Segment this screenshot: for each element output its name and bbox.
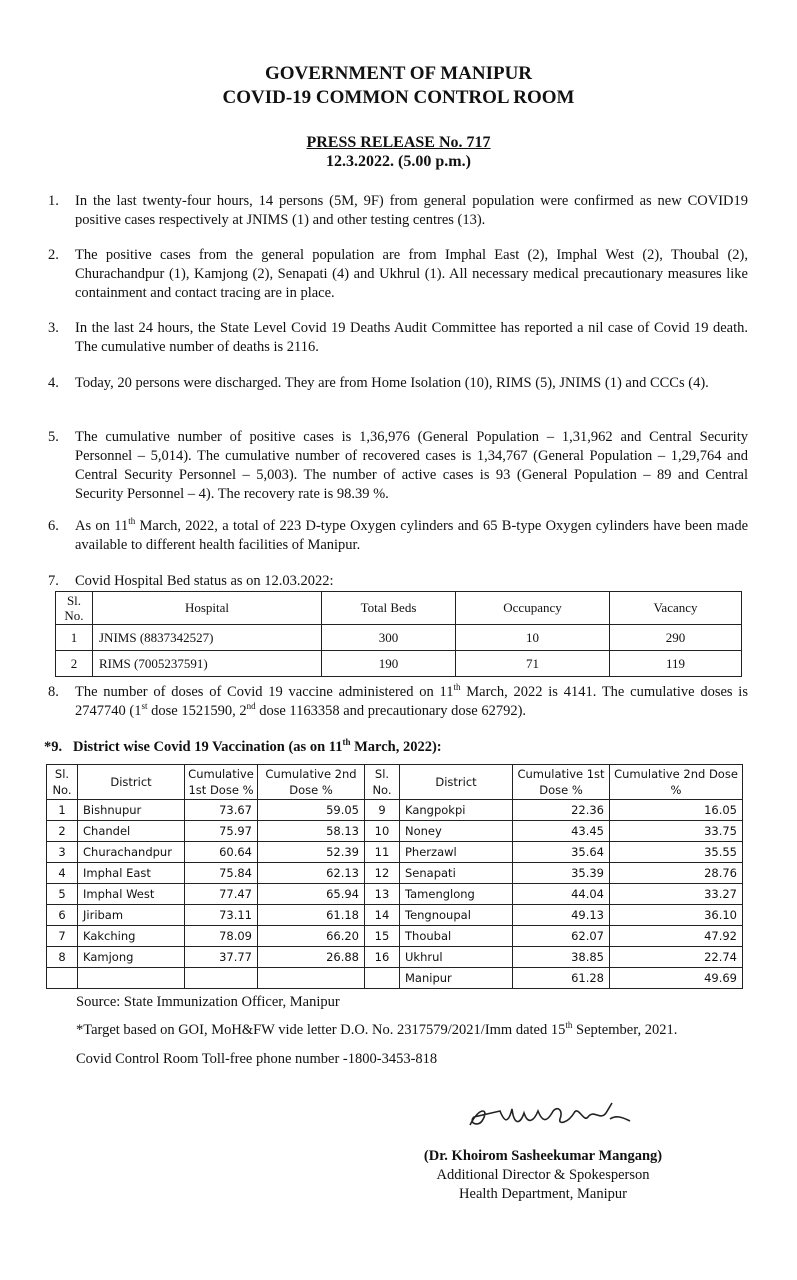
point-text: In the last 24 hours, the State Level Covid 19 Deaths Audit Committee has reported a nil case of Covid 19 death. The cumulative number of deaths is 2116. [75, 320, 748, 355]
district-cell: Ukhrul [400, 947, 513, 968]
second-dose-cell: 26.88 [258, 947, 365, 968]
first-dose-cell: 44.04 [513, 884, 610, 905]
col-vacancy: Vacancy [610, 592, 742, 625]
district-cell: Thoubal [400, 926, 513, 947]
table-row [47, 842, 743, 863]
table-row [47, 905, 743, 926]
point-text: In the last twenty-four hours, 14 persons (5M, 9F) from general population were confirmed as new COVID19 positive cases respectively at JNIMS (1) and other testing centres (13). [75, 193, 748, 228]
sl-no-cell: 11 [365, 842, 400, 863]
header-control-room: COVID-19 COMMON CONTROL ROOM [222, 87, 575, 108]
col-second-dose: Cumulative 2nd Dose % [258, 765, 365, 800]
table-row [56, 651, 742, 677]
point-number: 5. [48, 429, 59, 445]
first-dose-cell: 60.64 [185, 842, 258, 863]
table-row [47, 863, 743, 884]
table-row [56, 625, 742, 651]
second-dose-cell: 28.76 [610, 863, 743, 884]
second-dose-cell: 33.75 [610, 821, 743, 842]
col-occupancy: Occupancy [456, 592, 610, 625]
table-row [47, 926, 743, 947]
sl-no-cell [365, 968, 400, 989]
first-dose-cell: 35.39 [513, 863, 610, 884]
district-cell: Imphal East [78, 863, 185, 884]
first-dose-cell: 22.36 [513, 800, 610, 821]
sl-no-cell: 4 [47, 863, 78, 884]
second-dose-cell: 16.05 [610, 800, 743, 821]
cell: 190 [322, 651, 456, 677]
col-sl-no: Sl. No. [47, 765, 78, 800]
district-cell: Chandel [78, 821, 185, 842]
cell: 2 [56, 651, 93, 677]
col-total-beds: Total Beds [322, 592, 456, 625]
second-dose-cell: 22.74 [610, 947, 743, 968]
first-dose-cell: 75.97 [185, 821, 258, 842]
district-cell: Kamjong [78, 947, 185, 968]
col-hospital: Hospital [93, 592, 322, 625]
sl-no-cell: 2 [47, 821, 78, 842]
point-number: 4. [48, 375, 59, 391]
second-dose-cell: 66.20 [258, 926, 365, 947]
table-row [47, 800, 743, 821]
table-row [47, 947, 743, 968]
point-4 [48, 374, 748, 393]
point-text: Covid Hospital Bed status as on 12.03.2022: [75, 573, 334, 589]
table-header-row [56, 592, 742, 625]
sl-no-cell: 12 [365, 863, 400, 884]
sl-no-cell: 6 [47, 905, 78, 926]
section-9-heading: *9. District wise Covid 19 Vaccination (as on 11th March, 2022): [44, 737, 442, 755]
district-cell: Imphal West [78, 884, 185, 905]
first-dose-cell: 35.64 [513, 842, 610, 863]
second-dose-cell: 49.69 [610, 968, 743, 989]
point-5 [48, 428, 748, 504]
point-number: 1. [48, 193, 59, 209]
cell: 1 [56, 625, 93, 651]
second-dose-cell: 59.05 [258, 800, 365, 821]
first-dose-cell: 38.85 [513, 947, 610, 968]
handwritten-signature [460, 1095, 640, 1135]
district-cell: Senapati [400, 863, 513, 884]
second-dose-cell: 61.18 [258, 905, 365, 926]
col-sl-no: Sl. No. [56, 592, 93, 625]
point-number: 6. [48, 518, 59, 534]
tollfree-note: Covid Control Room Toll-free phone number -1800-3453-818 [76, 1051, 438, 1067]
point-text: Today, 20 persons were discharged. They are from Home Isolation (10), RIMS (5), JNIMS (1) and CCCs (4). [75, 375, 709, 391]
district-cell: Bishnupur [78, 800, 185, 821]
cell: 300 [322, 625, 456, 651]
first-dose-cell: 77.47 [185, 884, 258, 905]
district-cell: Pherzawl [400, 842, 513, 863]
col-district: District [400, 765, 513, 800]
point-text: As on 11th March, 2022, a total of 223 D-type Oxygen cylinders and 65 B-type Oxygen cylinders have been made available to different health facilities of Manipur. [75, 516, 748, 553]
point-2 [48, 246, 748, 303]
point-number: 7. [48, 573, 59, 589]
cell: RIMS (7005237591) [93, 651, 322, 677]
vaccination-table [46, 764, 743, 989]
cell: 290 [610, 625, 742, 651]
point-1 [48, 192, 748, 230]
first-dose-cell: 73.11 [185, 905, 258, 926]
first-dose-cell: 43.45 [513, 821, 610, 842]
point-6 [48, 517, 748, 555]
second-dose-cell: 35.55 [610, 842, 743, 863]
col-first-dose: Cumulative 1st Dose % [513, 765, 610, 800]
district-cell: Jiribam [78, 905, 185, 926]
point-7 [48, 572, 748, 591]
second-dose-cell: 62.13 [258, 863, 365, 884]
first-dose-cell: 73.67 [185, 800, 258, 821]
point-number: 8. [48, 684, 59, 700]
sl-no-cell: 5 [47, 884, 78, 905]
sl-no-cell: 14 [365, 905, 400, 926]
signatory-title: Additional Director & Spokesperson [436, 1167, 650, 1183]
sl-no-cell [47, 968, 78, 989]
first-dose-cell: 37.77 [185, 947, 258, 968]
target-note: *Target based on GOI, MoH&FW vide letter D.O. No. 2317579/2021/Imm dated 15th September, 2021. [76, 1020, 678, 1038]
press-release-number: PRESS RELEASE No. 717 [306, 134, 491, 151]
district-cell: Tengnoupal [400, 905, 513, 926]
sl-no-cell: 3 [47, 842, 78, 863]
col-sl-no: Sl. No. [365, 765, 400, 800]
second-dose-cell: 47.92 [610, 926, 743, 947]
district-cell: Kangpokpi [400, 800, 513, 821]
table-row [47, 968, 743, 989]
sl-no-cell: 10 [365, 821, 400, 842]
table-header-row [47, 765, 743, 800]
table-row [47, 821, 743, 842]
col-first-dose: Cumulative 1st Dose % [185, 765, 258, 800]
sl-no-cell: 7 [47, 926, 78, 947]
first-dose-cell: 61.28 [513, 968, 610, 989]
point-number: 2. [48, 247, 59, 263]
table-row [47, 884, 743, 905]
cell: 10 [456, 625, 610, 651]
vaccination-table-body [47, 800, 743, 989]
point-number: 3. [48, 320, 59, 336]
signatory-name: (Dr. Khoirom Sasheekumar Mangang) [423, 1148, 663, 1164]
sl-no-cell: 16 [365, 947, 400, 968]
col-district: District [78, 765, 185, 800]
point-8 [48, 683, 748, 721]
point-text: The positive cases from the general population are from Imphal East (2), Imphal West (2), Thoubal (2), Churachandpur (1), Kamjong (2), Senapati (4) and Ukhrul (1). All necessary medical precautionary measures like containment and contact tracing are in place. [75, 247, 748, 301]
cell: 119 [610, 651, 742, 677]
first-dose-cell: 49.13 [513, 905, 610, 926]
sl-no-cell: 13 [365, 884, 400, 905]
first-dose-cell [185, 968, 258, 989]
district-cell: Tamenglong [400, 884, 513, 905]
first-dose-cell: 75.84 [185, 863, 258, 884]
second-dose-cell: 33.27 [610, 884, 743, 905]
point-3 [48, 319, 748, 357]
district-cell: Noney [400, 821, 513, 842]
sl-no-cell: 8 [47, 947, 78, 968]
district-cell: Kakching [78, 926, 185, 947]
second-dose-cell: 36.10 [610, 905, 743, 926]
sl-no-cell: 9 [365, 800, 400, 821]
first-dose-cell: 78.09 [185, 926, 258, 947]
second-dose-cell: 58.13 [258, 821, 365, 842]
sl-no-cell: 1 [47, 800, 78, 821]
press-release-date: 12.3.2022. (5.00 p.m.) [326, 153, 471, 170]
district-cell: Manipur [400, 968, 513, 989]
district-cell: Churachandpur [78, 842, 185, 863]
hospital-bed-table [55, 591, 742, 677]
second-dose-cell [258, 968, 365, 989]
second-dose-cell: 65.94 [258, 884, 365, 905]
point-text: The cumulative number of positive cases is 1,36,976 (General Population – 1,31,962 and Central Security Personnel – 5,014). The cumulative number of recovered cases is 1,34,767 (General Population – 1,29,764 and Central Security Personnel – 5,003). The number of active cases is 93 (General Population – 89 and Central Security Personnel – 4). The recovery rate is 98.39 %. [75, 429, 748, 502]
point-text: The number of doses of Covid 19 vaccine administered on 11th March, 2022 is 4141. The cumulative doses is 2747740 (1st dose 1521590, 2nd dose 1163358 and precautionary dose 62792). [75, 682, 748, 719]
cell: JNIMS (8837342527) [93, 625, 322, 651]
header-government: GOVERNMENT OF MANIPUR [264, 63, 533, 84]
cell: 71 [456, 651, 610, 677]
signature-block [410, 1147, 676, 1204]
signatory-department: Health Department, Manipur [459, 1186, 627, 1202]
district-cell [78, 968, 185, 989]
source-note: Source: State Immunization Officer, Manipur [76, 994, 340, 1010]
first-dose-cell: 62.07 [513, 926, 610, 947]
col-second-dose: Cumulative 2nd Dose % [610, 765, 743, 800]
second-dose-cell: 52.39 [258, 842, 365, 863]
sl-no-cell: 15 [365, 926, 400, 947]
